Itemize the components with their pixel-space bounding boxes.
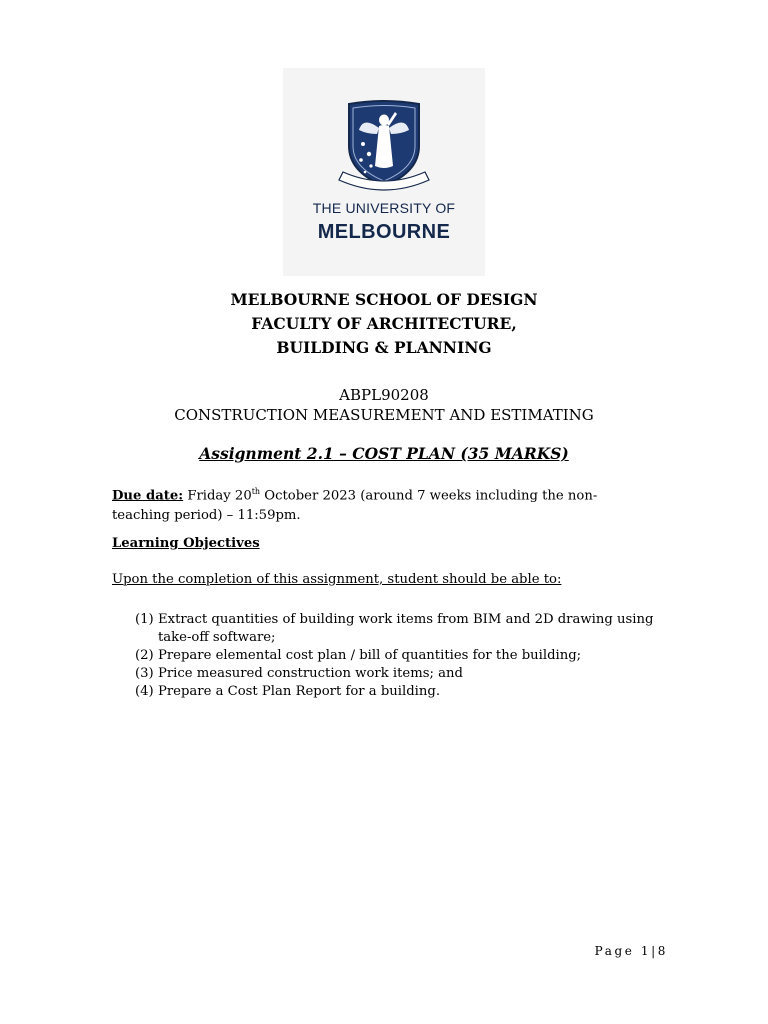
assignment-title: Assignment 2.1 – COST PLAN (35 MARKS) <box>199 444 569 463</box>
objective-text: Price measured construction work items; and <box>158 666 463 681</box>
university-name-line1: THE UNIVERSITY OF <box>312 200 456 216</box>
due-date-ordinal: th <box>251 487 261 496</box>
objective-number: (2) <box>135 648 154 663</box>
list-item <box>135 665 675 683</box>
faculty-heading: FACULTY OF ARCHITECTURE, <box>251 314 517 333</box>
list-item <box>135 683 675 701</box>
school-heading: MELBOURNE SCHOOL OF DESIGN <box>230 290 538 309</box>
objective-number: (3) <box>135 666 154 681</box>
objective-text: Prepare a Cost Plan Report for a building. <box>158 684 441 699</box>
due-date-label: Due date: <box>112 488 184 504</box>
university-crest <box>283 68 485 198</box>
list-item <box>135 611 675 647</box>
university-logo <box>283 68 485 276</box>
objective-text: Prepare elemental cost plan / bill of quantities for the building; <box>158 648 582 663</box>
university-name-line2: MELBOURNE <box>317 221 451 243</box>
course-title: CONSTRUCTION MEASUREMENT AND ESTIMATING <box>174 406 594 424</box>
due-date-paragraph <box>112 482 652 526</box>
objectives-list <box>135 611 675 701</box>
due-date-day: Friday 20 <box>183 488 252 504</box>
objective-number: (4) <box>135 684 154 699</box>
objective-number: (1) <box>135 612 154 627</box>
page-number: Page 1|8 <box>594 944 668 958</box>
learning-objectives-heading: Learning Objectives <box>112 536 260 551</box>
course-code: ABPL90208 <box>339 386 429 404</box>
learning-objectives-intro: Upon the completion of this assignment, student should be able to: <box>112 572 562 587</box>
due-date-text: October 2023 (around 7 weeks including the non-teaching period) – 11:59pm. <box>112 488 598 524</box>
list-item <box>135 647 675 665</box>
objective-text: Extract quantities of building work items from BIM and 2D drawing using take-off software; <box>158 612 654 645</box>
faculty-heading-continued: BUILDING & PLANNING <box>276 338 492 357</box>
